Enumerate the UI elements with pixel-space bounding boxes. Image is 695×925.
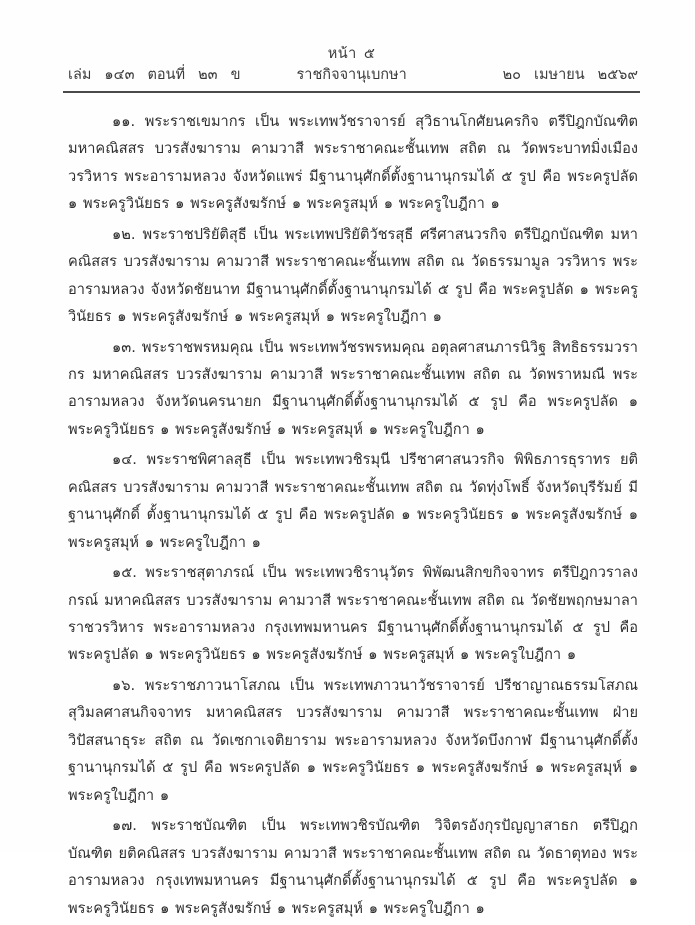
document-body (68, 108, 638, 925)
page-label: หน้า (327, 46, 357, 62)
masthead-volume-group (63, 65, 241, 86)
masthead-row (63, 65, 640, 86)
date-day: ๒๐ (502, 67, 522, 83)
masthead-divider (63, 91, 640, 93)
section-number: ๒๓ (198, 67, 218, 83)
masthead-date-group (503, 65, 640, 86)
page-number: ๕ (363, 46, 376, 62)
section-class: ข (230, 67, 241, 83)
date-month: เมษายน (534, 67, 585, 83)
section-label: ตอนที่ (147, 67, 186, 83)
paragraph-item-17: ๑๗. พระราชบัณฑิต เป็น พระเทพวชิรบัณฑิต วิจิตรอังกุรปัญญาสาธก ตรีปิฎกบัณฑิต ยติคณิสสร บวรสังฆาราม คามวาสี พระราชาคณะชั้นเทพ สถิต ณ วัดธาตุทอง พระอารามหลวง กรุงเทพมหานคร มีฐานานุศักดิ์ตั้งฐานานุกรมได้ ๕ รูป คือ พระครูปลัด ๑ พระครูวินัยธร ๑ พระครูสังฆรักษ์ ๑ พระครูสมุห์ ๑ พระครูใบฎีกา ๑ (68, 817, 638, 917)
gazette-title: ราชกิจจานุเบกษา (296, 67, 407, 83)
paragraph-item-12: ๑๒. พระราชปริยัติสุธี เป็น พระเทพปริยัติวัชรสุธี ศรีศาสนวรกิจ ตรีปิฎกบัณฑิต มหาคณิสสร บวรสังฆาราม คามวาสี พระราชาคณะชั้นเทพ สถิต ณ วัดธรรมามูล วรวิหาร พระอารามหลวง จังหวัดชัยนาท มีฐานานุศักดิ์ตั้งฐานานุกรมได้ ๕ รูป คือ พระครูปลัด ๑ พระครูวินัยธร ๑ พระครูสังฆรักษ์ ๑ พระครูสมุห์ ๑ พระครูใบฎีกา ๑ (68, 225, 638, 326)
paragraph-item-14: ๑๔. พระราชพิศาลสุธี เป็น พระเทพวชิรมุนี ปรีชาศาสนวรกิจ พิพิธภารธุราทร ยติคณิสสร บวรสังฆาราม คามวาสี พระราชาคณะชั้นเทพ สถิต ณ วัดทุ่งโพธิ์ จังหวัดบุรีรัมย์ มีฐานานุศักดิ์ ตั้งฐานานุกรมได้ ๕ รูป คือ พระครูปลัด ๑ พระครูวินัยธร ๑ พระครูสังฆรักษ์ ๑ พระครูสมุห์ ๑ พระครูใบฎีกา ๑ (68, 451, 638, 551)
paragraph-item-16: ๑๖. พระราชภาวนาโสภณ เป็น พระเทพภาวนาวัชราจารย์ ปรีชาญาณธรรมโสภณ สุวิมลศาสนกิจจาทร มหาคณิสสร บวรสังฆาราม คามวาสี พระราชาคณะชั้นเทพ ฝ่ายวิปัสสนาธุระ สถิต ณ วัดเซกาเจติยาราม พระอารามหลวง จังหวัดบึงกาฬ มีฐานานุศักดิ์ตั้งฐานานุกรมได้ ๕ รูป คือ พระครูปลัด ๑ พระครูวินัยธร ๑ พระครูสังฆรักษ์ ๑ พระครูสมุห์ ๑ พระครูใบฎีกา ๑ (68, 677, 638, 804)
paragraph-item-15: ๑๕. พระราชสุตาภรณ์ เป็น พระเทพวชิรานุวัตร พิพัฒนสิกขกิจจาทร ตรีปิฎกวราลงกรณ์ มหาคณิสสร บวรสังฆาราม คามวาสี พระราชาคณะชั้นเทพ สถิต ณ วัดชัยพฤกษมาลา ราชวรวิหาร พระอารามหลวง กรุงเทพมหานคร มีฐานานุศักดิ์ตั้งฐานานุกรมได้ ๕ รูป คือ พระครูปลัด ๑ พระครูวินัยธร ๑ พระครูสังฆรักษ์ ๑ พระครูสมุห์ ๑ พระครูใบฎีกา ๑ (68, 564, 638, 664)
volume-number: ๑๔๓ (104, 67, 135, 83)
date-year: ๒๕๖๙ (597, 67, 638, 83)
page-number-line (63, 44, 640, 64)
volume-label: เล่ม (68, 67, 92, 83)
paragraph-item-13: ๑๓. พระราชพรหมคุณ เป็น พระเทพวัชรพรหมคุณ อตุลศาสนภารนิวิฐ สิทธิธรรมวรากร มหาคณิสสร บวรสังฆาราม คามวาสี พระราชาคณะชั้นเทพ สถิต ณ วัดพราหมณี พระอารามหลวง จังหวัดนครนายก มีฐานานุศักดิ์ตั้งฐานานุกรมได้ ๕ รูป คือ พระครูปลัด ๑ พระครูวินัยธร ๑ พระครูสังฆรักษ์ ๑ พระครูสมุห์ ๑ พระครูใบฎีกา ๑ (68, 338, 638, 438)
page-masthead (63, 44, 640, 86)
paragraph-item-11: ๑๑. พระราชเขมากร เป็น พระเทพวัชราจารย์ สุวิธานโกศัยนครกิจ ตรีปิฎกบัณฑิต มหาคณิสสร บวรสังฆาราม คามวาสี พระราชาคณะชั้นเทพ สถิต ณ วัดพระบาทมิ่งเมือง วรวิหาร พระอารามหลวง จังหวัดแพร่ มีฐานานุศักดิ์ตั้งฐานานุกรมได้ ๕ รูป คือ พระครูปลัด ๑ พระครูวินัยธร ๑ พระครูสังฆรักษ์ ๑ พระครูสมุห์ ๑ พระครูใบฎีกา ๑ (68, 113, 638, 213)
